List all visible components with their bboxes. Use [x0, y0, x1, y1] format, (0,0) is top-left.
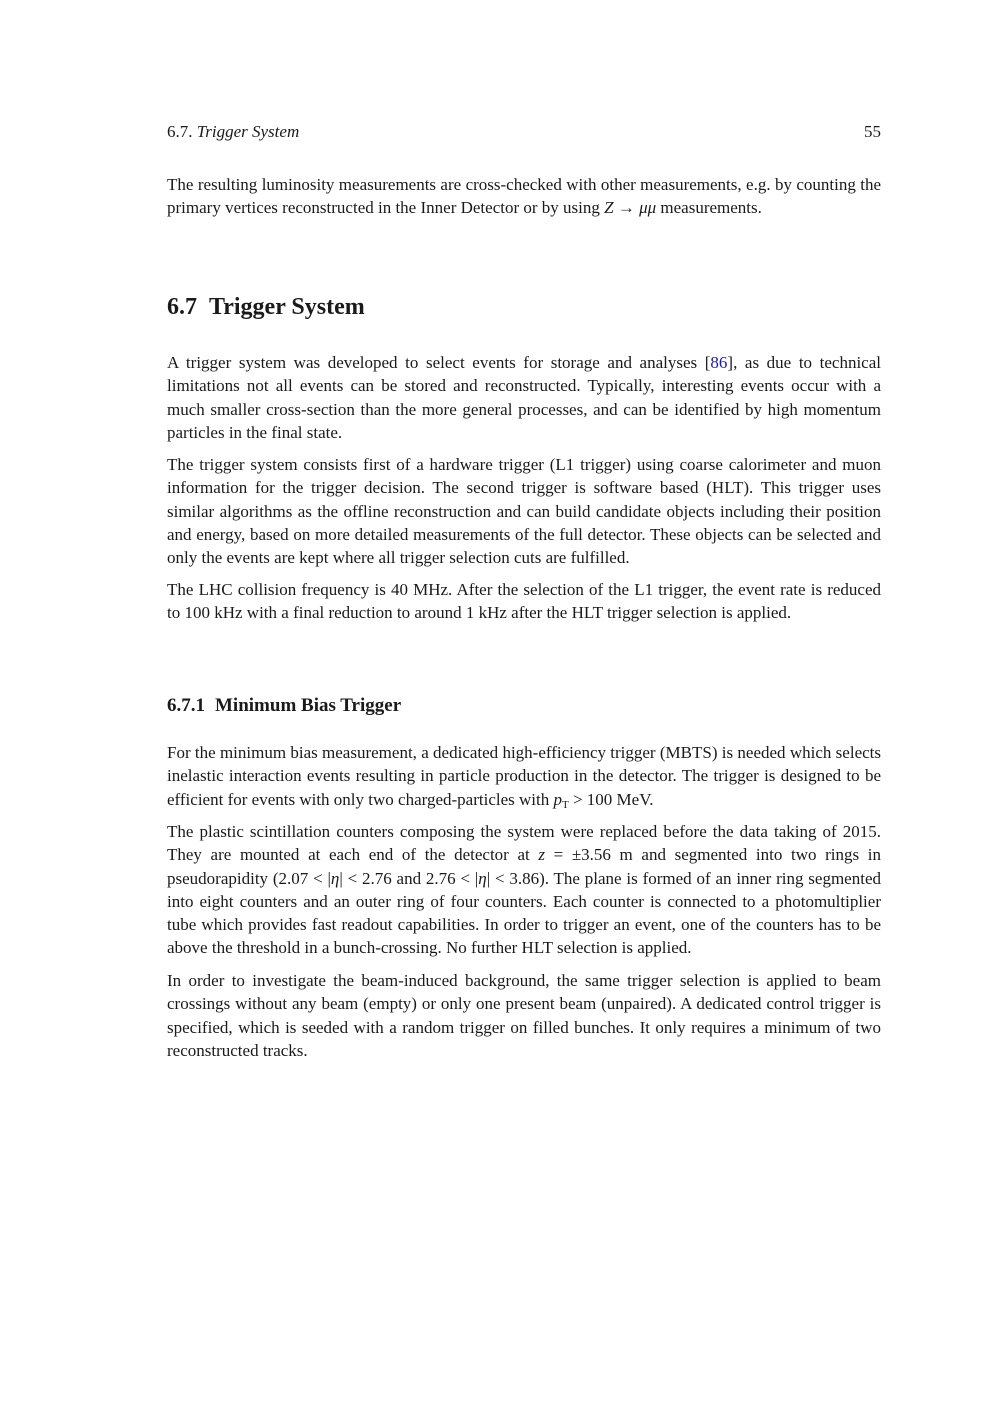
section-paragraph-3 — [167, 578, 881, 625]
section-p3-text: The LHC collision frequency is 40 MHz. After the selection of the L1 trigger, the event rate is reduced to 100 kHz with a final reduction to around 1 kHz after the HLT trigger selection is applied. — [167, 580, 881, 623]
running-head-section — [167, 122, 299, 142]
intro-text-1: The resulting luminosity measurements are cross-checked with other measurements, e.g. by counting the primary vertices reconstructed in the Inner Detector or by using — [167, 175, 881, 218]
subsection-heading — [167, 695, 401, 717]
section-p1-text-1: A trigger system was developed to select events for storage and analyses [ — [167, 353, 711, 372]
subsection-p3-text: In order to investigate the beam-induced background, the same trigger selection is applied to beam crossings without any beam (empty) or only one present beam (unpaired). A dedicated control trigger is specified, which is seeded with a random trigger on filled bunches. It only requires a minimum of two reconstructed tracks. — [167, 971, 881, 1060]
intro-math: Z → μμ — [604, 198, 657, 218]
subsection-title: Minimum Bias Trigger — [215, 695, 402, 716]
subsection-paragraph-1 — [167, 741, 881, 817]
running-head-section-number: 6.7. — [167, 122, 193, 141]
intro-paragraph — [167, 173, 881, 220]
eta-symbol-1: η — [330, 868, 340, 888]
running-head — [167, 122, 881, 144]
section-heading — [167, 294, 365, 321]
subsection-p1-text-2: > 100 MeV. — [568, 789, 654, 809]
subsection-p2-text-1: The plastic scintillation counters composing the system were replaced before the data taking of 2015. They are mounted at each end of the detector at — [167, 822, 881, 865]
citation-link[interactable]: 86 — [710, 353, 728, 372]
intro-text-2: measurements. — [656, 198, 762, 218]
z-symbol: z — [538, 845, 545, 865]
subsection-p2-text-3: | < 2.76 and 2.76 < | — [339, 868, 479, 888]
subsection-paragraph-3 — [167, 969, 881, 1062]
eta-symbol-2: η — [478, 868, 487, 888]
section-paragraph-2 — [167, 453, 881, 569]
subsection-paragraph-2 — [167, 820, 881, 960]
pt-symbol: $p_T$ — [553, 789, 569, 811]
subsection-number: 6.7.1 — [167, 695, 205, 716]
section-p1-text-2: ], as due to technical limitations not all events can be stored and reconstructed. Typically, interesting events occur with a much smaller cross-section than the more general processes, and can be identified by high momentum particles in the final state. — [167, 353, 881, 442]
subsection-p2-text-4: | < 3.86). The plane is formed of an inner ring segmented into eight counters and an outer ring of four counters. Each counter is connected to a photomultiplier tube which provides fast readout capabilities. In order to trigger an event, one of the counters has to be above the threshold in a bunch-crossing. No further HLT selection is applied. — [167, 868, 881, 958]
section-title: Trigger System — [209, 294, 365, 320]
subsection-p1-text-1: For the minimum bias measurement, a dedicated high-efficiency trigger (MBTS) is needed which selects inelastic interaction events resulting in particle production in the detector. The trigger is designed to be efficient for events with only two charged-particles with — [167, 743, 881, 809]
section-number: 6.7 — [167, 294, 197, 320]
page-number: 55 — [864, 122, 881, 141]
subsection-p2-text-2: = ±3.56 m and segmented into two rings in pseudorapidity (2.07 < | — [167, 845, 881, 888]
section-paragraph-1 — [167, 351, 881, 444]
section-p2-text: The trigger system consists first of a hardware trigger (L1 trigger) using coarse calorimeter and muon information for the trigger decision. The second trigger is software based (HLT). This trigger uses similar algorithms as the offline reconstruction and can build candidate objects including their position and energy, based on more detailed measurements of the full detector. These objects can be selected and only the events are kept where all trigger selection cuts are fulfilled. — [167, 455, 881, 568]
running-head-section-title: Trigger System — [196, 122, 300, 141]
